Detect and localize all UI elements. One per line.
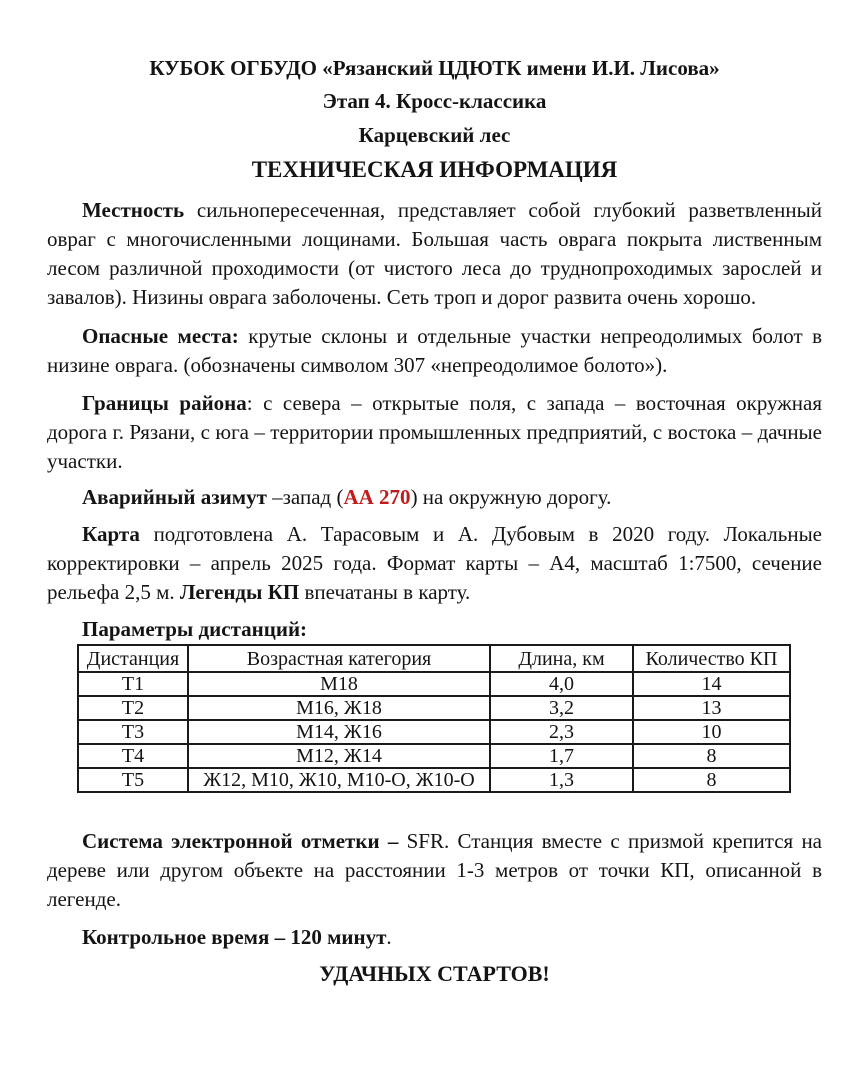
header-cell-length-km: Длина, км: [490, 645, 633, 672]
header-cell-cp-count: Количество КП: [633, 645, 790, 672]
table-row: [78, 768, 790, 792]
document-title: КУБОК ОГБУДО «Рязанский ЦДЮТК имени И.И. Лисова»: [149, 56, 720, 80]
table-row: [78, 696, 790, 720]
cell-age-category: Ж12, М10, Ж10, М10-О, Ж10-О: [188, 768, 490, 792]
distances-table-heading: [47, 615, 822, 644]
cell-distance: Т2: [78, 696, 188, 720]
header-cell-distance: Дистанция: [78, 645, 188, 672]
cell-age-category: М12, Ж14: [188, 744, 490, 768]
distances-table: [77, 644, 791, 793]
paragraph-punching-system: [47, 827, 822, 914]
cell-age-category: М18: [188, 672, 490, 696]
punching-system-text: SFR. Станция вместе с призмой крепится на дереве или другом объекте на расстоянии 1-3 метров от точки КП, описанной в легенде.: [47, 829, 822, 911]
cell-distance: Т4: [78, 744, 188, 768]
table-row: [78, 744, 790, 768]
legends-label: Легенды КП: [179, 580, 300, 604]
paragraph-map-info: [47, 520, 822, 607]
paragraph-area-borders: [47, 389, 822, 476]
paragraph-terrain: [47, 196, 822, 312]
table-row: [78, 720, 790, 744]
emergency-azimuth-value: АА 270: [343, 485, 411, 509]
cell-length-km: 2,3: [490, 720, 633, 744]
cell-cp-count: 10: [633, 720, 790, 744]
table-header-row: [78, 645, 790, 672]
paragraph-danger-places: [47, 322, 822, 380]
map-text: подготовлена А. Тарасовым и А. Дубовым в 2020 году. Локальные корректировки – апрель 2025 года. Формат карты – А4, масштаб 1:7500, сечение рельефа 2,5 м.: [47, 522, 822, 604]
cell-cp-count: 8: [633, 744, 790, 768]
area-borders-text: : с севера – открытые поля, с запада – восточная окружная дорога г. Рязани, с юга – территории промышленных предприятий, с востока – дачные участки.: [47, 391, 822, 473]
terrain-text: сильнопересеченная, представляет собой глубокий разветвленный овраг с многочисленными лощинами. Большая часть оврага покрыта лиственным лесом различной проходимости (от чистого леса до труднопроходимых зарослей и завалов). Низины оврага заболочены. Сеть троп и дорог развита очень хорошо.: [47, 198, 822, 309]
cell-age-category: М14, Ж16: [188, 720, 490, 744]
cell-length-km: 1,7: [490, 744, 633, 768]
good-luck-message: УДАЧНЫХ СТАРТОВ!: [319, 961, 550, 986]
cell-length-km: 4,0: [490, 672, 633, 696]
table-row: [78, 672, 790, 696]
cell-length-km: 3,2: [490, 696, 633, 720]
location-subtitle: Карцевский лес: [358, 123, 511, 147]
punching-system-label: Система электронной отметки –: [82, 829, 399, 853]
legends-text: впечатаны в карту.: [299, 580, 471, 604]
cell-length-km: 1,3: [490, 768, 633, 792]
cell-distance: Т3: [78, 720, 188, 744]
cell-cp-count: 8: [633, 768, 790, 792]
header-cell-age-category: Возрастная категория: [188, 645, 490, 672]
emergency-azimuth-pre: –запад (: [266, 485, 344, 509]
section-heading-technical-information: ТЕХНИЧЕСКАЯ ИНФОРМАЦИЯ: [251, 157, 618, 182]
cell-distance: Т5: [78, 768, 188, 792]
emergency-azimuth-label: Аварийный азимут: [82, 485, 267, 509]
cell-distance: Т1: [78, 672, 188, 696]
cell-cp-count: 14: [633, 672, 790, 696]
map-label: Карта: [82, 522, 140, 546]
paragraph-control-time: [47, 923, 822, 952]
paragraph-emergency-azimuth: [47, 483, 822, 512]
danger-places-label: Опасные места:: [82, 324, 239, 348]
control-time-period: .: [386, 925, 392, 949]
distances-table-heading-label: Параметры дистанций:: [82, 617, 308, 641]
area-borders-label: Границы района: [82, 391, 247, 415]
control-time-label: Контрольное время – 120 минут: [82, 925, 387, 949]
cell-cp-count: 13: [633, 696, 790, 720]
stage-subtitle: Этап 4. Кросс-классика: [322, 89, 547, 113]
danger-places-text: крутые склоны и отдельные участки непреодолимых болот в низине оврага. (обозначены символом 307 «непреодолимое болото»).: [47, 324, 822, 377]
cell-age-category: М16, Ж18: [188, 696, 490, 720]
emergency-azimuth-post: ) на окружную дорогу.: [410, 485, 612, 509]
terrain-label: Местность: [82, 198, 185, 222]
